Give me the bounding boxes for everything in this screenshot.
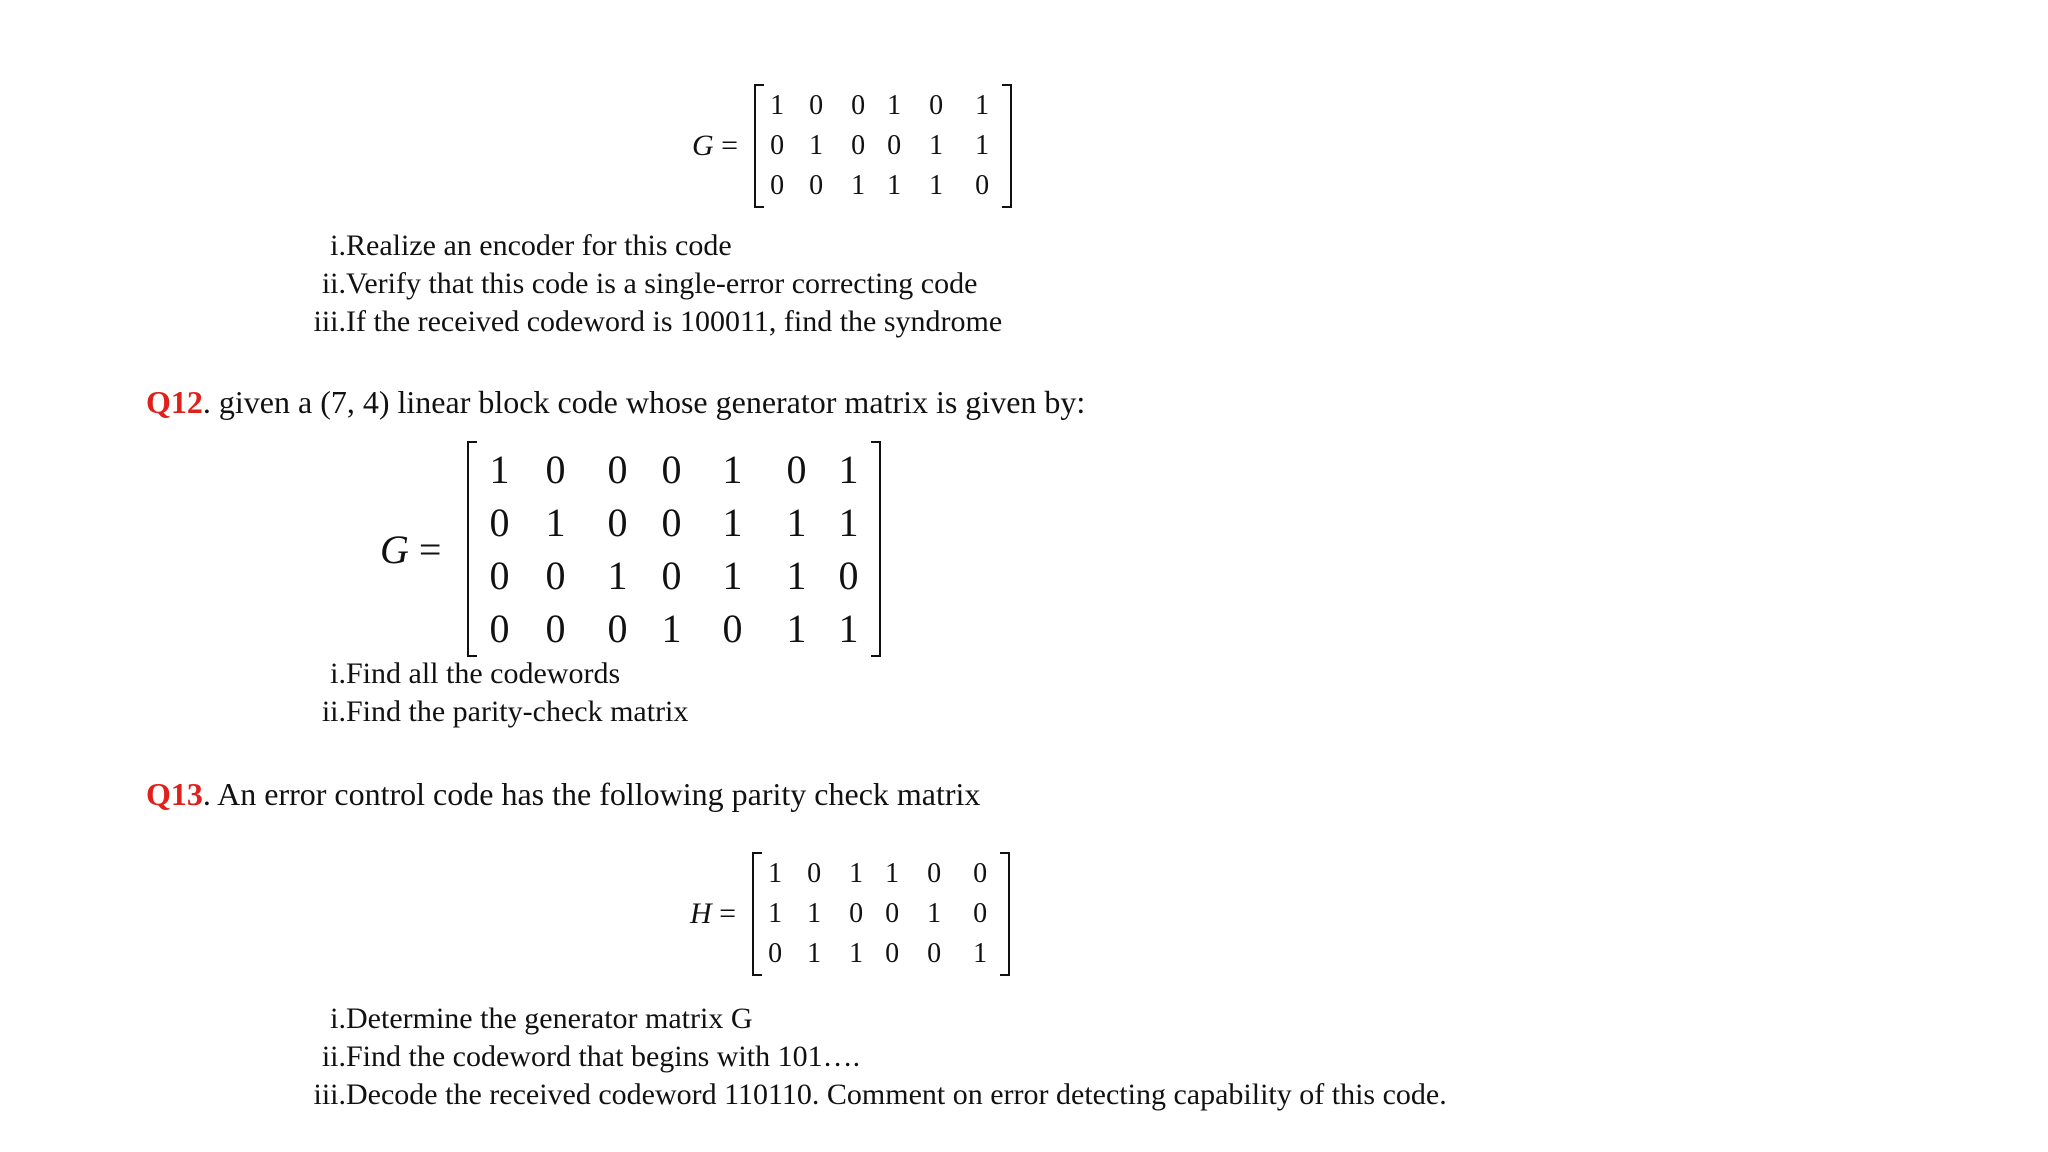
q12-text: . given a (7, 4) linear block code whose generator matrix is given by: [202, 384, 1086, 420]
matrix-entry: 1 [770, 90, 785, 121]
matrix-entry: 0 [545, 447, 566, 492]
matrix-entry: 0 [851, 90, 866, 121]
matrix-entry: 0 [607, 606, 628, 651]
matrix-entry: 0 [661, 553, 682, 598]
matrix-brackets [754, 84, 1012, 208]
matrix-entry: 1 [768, 858, 783, 889]
matrix-entry: 1 [786, 500, 807, 545]
matrix-entry: 1 [849, 858, 864, 889]
matrix-entry: 1 [838, 606, 859, 651]
matrix-entry: 0 [545, 553, 566, 598]
matrix-entry: 1 [722, 447, 743, 492]
q13-number: Q13 [146, 776, 203, 812]
list-item-text: Realize an encoder for this code [346, 229, 732, 262]
matrix-symbol: G [380, 526, 409, 572]
list-item-text: Verify that this code is a single-error correcting code [346, 267, 978, 300]
matrix-entry: 1 [489, 447, 510, 492]
q12-matrix-label [380, 526, 441, 573]
matrix-brackets [467, 441, 881, 657]
matrix-entry: 1 [722, 553, 743, 598]
matrix-entry: 0 [489, 500, 510, 545]
matrix-entry: 1 [807, 938, 822, 969]
matrix-entry: 1 [927, 898, 942, 929]
matrix-entry: 1 [851, 170, 866, 201]
matrix-entry: 1 [607, 553, 628, 598]
matrix-entry: 0 [661, 500, 682, 545]
matrix-entry: 0 [851, 130, 866, 161]
q12-number: Q12 [146, 384, 203, 420]
q13-text: . An error control code has the following parity check matrix [202, 776, 981, 812]
matrix-entry: 0 [807, 858, 822, 889]
matrix-entry: 0 [973, 858, 988, 889]
list-item-number: ii. [321, 1040, 346, 1073]
matrix-entry: 0 [722, 606, 743, 651]
matrix-grid [477, 443, 871, 655]
matrix-entry: 0 [489, 553, 510, 598]
list-item-number: iii. [313, 305, 346, 338]
matrix-entry: 1 [786, 606, 807, 651]
list-item-text: Find the codeword that begins with 101…. [346, 1040, 861, 1073]
list-item-text: If the received codeword is 100011, find the syndrome [346, 305, 1003, 338]
matrix-entry: 0 [489, 606, 510, 651]
matrix-entry: 0 [809, 170, 824, 201]
matrix-entry: 1 [929, 170, 944, 201]
matrix-entry: 1 [807, 898, 822, 929]
matrix-entry: 0 [770, 170, 785, 201]
matrix-entry: 1 [849, 938, 864, 969]
q13-question [146, 776, 980, 813]
matrix-entry: 0 [768, 938, 783, 969]
list-item-text: Determine the generator matrix G [346, 1002, 753, 1035]
matrix-entry: 1 [545, 500, 566, 545]
list-item-text: Find all the codewords [346, 657, 621, 690]
matrix-entry: 1 [722, 500, 743, 545]
matrix-entry: 0 [885, 938, 900, 969]
matrix-entry: 1 [838, 500, 859, 545]
matrix-entry: 0 [786, 447, 807, 492]
matrix-entry: 0 [973, 898, 988, 929]
list-item-number: i. [330, 657, 346, 690]
matrix-entry: 0 [849, 898, 864, 929]
matrix-entry: 1 [887, 170, 902, 201]
matrix-entry: 1 [786, 553, 807, 598]
list-item-number: ii. [321, 695, 346, 728]
list-item-text: Decode the received codeword 110110. Comment on error detecting capability of this code. [346, 1078, 1447, 1111]
matrix-entry: 1 [768, 898, 783, 929]
matrix-grid [762, 86, 1004, 206]
matrix-entry: 0 [885, 898, 900, 929]
list-item-number: i. [330, 1002, 346, 1035]
matrix-entry: 0 [607, 500, 628, 545]
matrix-brackets [752, 852, 1010, 976]
matrix-entry: 1 [975, 90, 990, 121]
matrix-entry: 0 [929, 90, 944, 121]
matrix-entry: 0 [975, 170, 990, 201]
list-item-text: Find the parity-check matrix [346, 695, 689, 728]
matrix-symbol: H [690, 897, 712, 930]
matrix-entry: 1 [809, 130, 824, 161]
matrix-entry: 1 [973, 938, 988, 969]
list-item-number: ii. [321, 267, 346, 300]
matrix-entry: 0 [887, 130, 902, 161]
q13-matrix-label [690, 897, 736, 931]
list-item-number: iii. [313, 1078, 346, 1111]
equals-sign: = [418, 526, 442, 572]
matrix-entry: 1 [838, 447, 859, 492]
q12-generator-matrix [380, 441, 881, 657]
list-item-number: i. [330, 229, 346, 262]
matrix-entry: 0 [809, 90, 824, 121]
matrix-entry: 0 [927, 938, 942, 969]
equals-sign: = [719, 897, 737, 930]
matrix-entry: 0 [607, 447, 628, 492]
matrix-entry: 1 [885, 858, 900, 889]
matrix-entry: 0 [661, 447, 682, 492]
q12-question [146, 384, 1085, 421]
matrix-entry: 1 [887, 90, 902, 121]
matrix-entry: 1 [929, 130, 944, 161]
matrix-entry: 0 [770, 130, 785, 161]
matrix-entry: 0 [838, 553, 859, 598]
matrix-grid [760, 854, 1002, 974]
matrix-symbol: G [692, 129, 714, 162]
q11-generator-matrix [692, 84, 1012, 208]
matrix-entry: 1 [661, 606, 682, 651]
matrix-entry: 1 [975, 130, 990, 161]
matrix-entry: 0 [545, 606, 566, 651]
q13-parity-check-matrix [690, 852, 1010, 976]
matrix-entry: 0 [927, 858, 942, 889]
equals-sign: = [721, 129, 739, 162]
q11-matrix-label [692, 129, 738, 163]
